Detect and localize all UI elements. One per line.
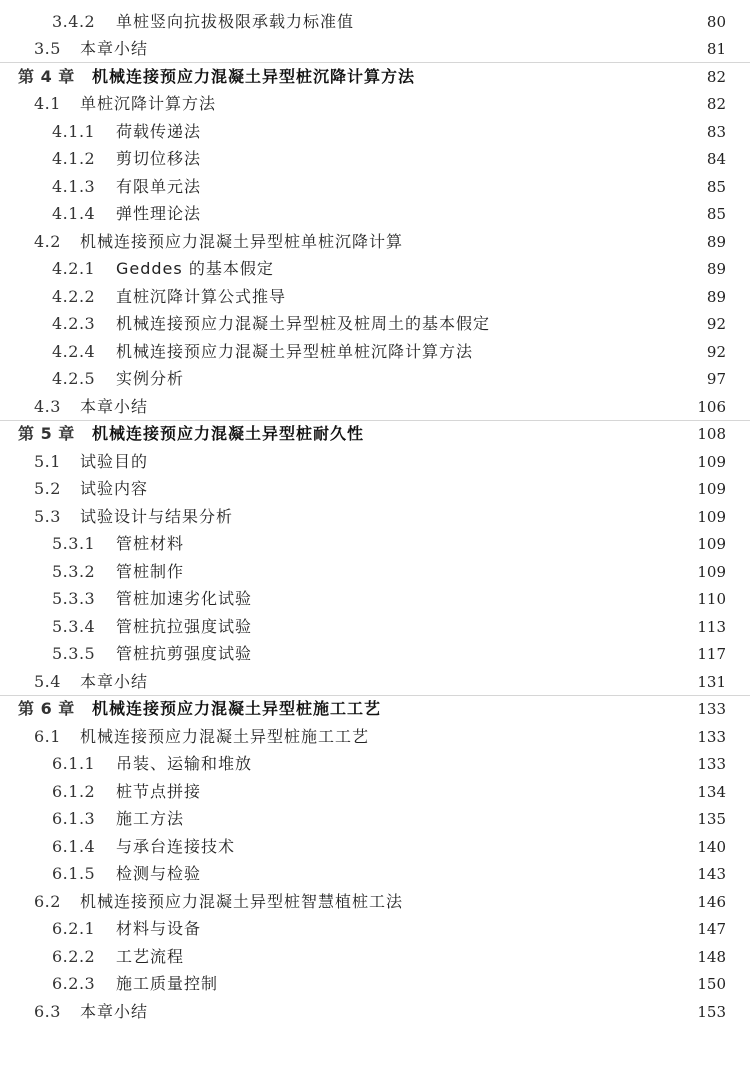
toc-entry-page-number: 110 xyxy=(697,590,726,608)
dot-leader xyxy=(494,314,690,334)
toc-subsection-entry[interactable] xyxy=(0,613,750,640)
toc-section-entry[interactable] xyxy=(0,998,750,1025)
toc-entry-page-number: 109 xyxy=(697,562,726,581)
toc-entry-page-number: 135 xyxy=(697,810,726,828)
dot-leader xyxy=(256,644,690,664)
toc-entry-page-number: 85 xyxy=(706,177,726,196)
dot-leader xyxy=(205,177,690,197)
toc-entry-number: 5.3 xyxy=(34,506,61,526)
toc-entry-title: 本章小结 xyxy=(80,396,149,416)
toc-entry-number: 3.5 xyxy=(34,39,61,58)
toc-section-entry[interactable] xyxy=(0,448,750,475)
toc-entry-number: 4.2.5 xyxy=(52,369,96,388)
toc-entry-number: 5.3.4 xyxy=(52,616,96,636)
toc-entry-number: 6.3 xyxy=(34,1001,61,1021)
dot-leader xyxy=(205,122,690,142)
toc-subsection-entry[interactable] xyxy=(0,256,750,283)
toc-chapter-entry[interactable] xyxy=(0,63,750,90)
dot-leader xyxy=(205,864,690,884)
dot-leader xyxy=(205,919,690,939)
toc-entry-number: 4.1.4 xyxy=(52,204,96,223)
toc-entry-number: 4.1.1 xyxy=(52,121,96,141)
toc-entry-title: 直桩沉降计算公式推导 xyxy=(116,286,287,306)
toc-entry-title: 有限单元法 xyxy=(116,176,202,196)
toc-entry-number: 5.3.5 xyxy=(52,644,96,663)
toc-entry-page-number: 106 xyxy=(697,397,726,416)
dot-leader xyxy=(188,947,690,967)
toc-entry-page-number: 113 xyxy=(697,617,726,636)
dot-leader xyxy=(239,837,690,857)
toc-subsection-entry[interactable] xyxy=(0,916,750,943)
toc-entry-title: 本章小结 xyxy=(80,671,149,691)
toc-entry-page-number: 148 xyxy=(697,947,726,966)
toc-section-entry[interactable] xyxy=(0,393,750,420)
toc-subsection-entry[interactable] xyxy=(0,8,750,35)
dot-leader xyxy=(222,974,690,994)
toc-entry-page-number: 97 xyxy=(706,370,726,388)
toc-entry-title: 管桩制作 xyxy=(116,561,185,581)
toc-entry-number: 6.1.5 xyxy=(52,864,96,883)
toc-entry-title: 剪切位移法 xyxy=(116,149,202,168)
toc-subsection-entry[interactable] xyxy=(0,641,750,668)
toc-entry-page-number: 131 xyxy=(697,672,726,691)
toc-entry-number: 5.3.2 xyxy=(52,561,96,581)
toc-entry-page-number: 109 xyxy=(697,507,726,526)
toc-entry-page-number: 133 xyxy=(697,755,726,773)
toc-entry-number: 4.2.2 xyxy=(52,286,96,306)
toc-entry-page-number: 92 xyxy=(706,342,726,361)
toc-entry-page-number: 80 xyxy=(706,12,726,31)
toc-subsection-entry[interactable] xyxy=(0,751,750,778)
toc-entry-page-number: 150 xyxy=(697,975,726,993)
toc-entry-number: 4.2.4 xyxy=(52,341,96,361)
toc-entry-page-number: 82 xyxy=(706,67,726,86)
toc-entry-title: 管桩加速劣化试验 xyxy=(116,589,253,608)
toc-entry-number: 第 5 章 xyxy=(18,424,75,443)
toc-entry-title: 机械连接预应力混凝土异型桩单桩沉降计算方法 xyxy=(116,341,474,361)
toc-entry-page-number: 153 xyxy=(697,1002,726,1021)
toc-entry-title: 单桩竖向抗拔极限承载力标准值 xyxy=(116,11,355,31)
toc-entry-page-number: 133 xyxy=(697,700,726,718)
toc-entry-number: 5.3.1 xyxy=(52,534,96,553)
dot-leader xyxy=(205,204,690,224)
toc-entry-number: 6.2 xyxy=(34,891,61,911)
toc-entry-title: 荷载传递法 xyxy=(116,121,202,141)
dot-leader xyxy=(419,67,690,87)
toc-entry-title: 机械连接预应力混凝土异型桩施工工艺 xyxy=(80,726,370,746)
dot-leader xyxy=(256,589,690,609)
dot-leader xyxy=(205,782,690,802)
toc-entry-number: 5.3.3 xyxy=(52,589,96,608)
dot-leader xyxy=(152,479,690,499)
toc-entry-title: 管桩抗拉强度试验 xyxy=(116,616,253,636)
dot-leader xyxy=(373,727,690,747)
toc-entry-number: 3.4.2 xyxy=(52,11,96,31)
toc-entry-title: 弹性理论法 xyxy=(116,204,202,223)
dot-leader xyxy=(152,1002,690,1022)
toc-entry-page-number: 92 xyxy=(706,315,726,333)
toc-entry-number: 6.2.3 xyxy=(52,974,96,993)
toc-entry-number: 4.1.3 xyxy=(52,176,96,196)
toc-entry-page-number: 83 xyxy=(706,122,726,141)
toc-entry-number: 5.2 xyxy=(34,479,61,498)
toc-entry-number: 4.2.3 xyxy=(52,314,96,333)
toc-subsection-entry[interactable] xyxy=(0,201,750,228)
toc-entry-title: 单桩沉降计算方法 xyxy=(80,94,217,113)
dot-leader xyxy=(188,562,690,582)
toc-section-entry[interactable] xyxy=(0,723,750,750)
toc-subsection-entry[interactable] xyxy=(0,531,750,558)
toc-entry-title: 检测与检验 xyxy=(116,864,202,883)
toc-subsection-entry[interactable] xyxy=(0,778,750,805)
toc-subsection-entry[interactable] xyxy=(0,311,750,338)
toc-entry-title: 试验内容 xyxy=(80,479,149,498)
toc-entry-page-number: 89 xyxy=(706,232,726,251)
toc-section-entry[interactable] xyxy=(0,476,750,503)
dot-leader xyxy=(368,424,690,444)
toc-entry-title: 施工方法 xyxy=(116,809,185,828)
toc-entry-page-number: 85 xyxy=(706,205,726,223)
dot-leader xyxy=(152,452,690,472)
toc-subsection-entry[interactable] xyxy=(0,586,750,613)
toc-entry-title: 桩节点拼接 xyxy=(116,781,202,801)
toc-subsection-entry[interactable] xyxy=(0,943,750,970)
toc-entry-number: 5.4 xyxy=(34,671,61,691)
toc-subsection-entry[interactable] xyxy=(0,173,750,200)
toc-subsection-entry[interactable] xyxy=(0,283,750,310)
toc-entry-title: 吊装、运输和堆放 xyxy=(116,754,253,773)
toc-entry-title: 本章小结 xyxy=(80,39,149,58)
toc-entry-number: 4.3 xyxy=(34,396,61,416)
dot-leader xyxy=(188,369,690,389)
toc-section-entry[interactable] xyxy=(0,91,750,118)
toc-entry-page-number: 134 xyxy=(697,782,726,801)
toc-entry-title: 试验目的 xyxy=(80,451,149,471)
toc-section-entry[interactable] xyxy=(0,503,750,530)
toc-section-entry[interactable] xyxy=(0,36,750,63)
toc-entry-page-number: 143 xyxy=(697,865,726,883)
toc-subsection-entry[interactable] xyxy=(0,146,750,173)
toc-entry-number: 6.2.2 xyxy=(52,946,96,966)
dot-leader xyxy=(237,507,690,527)
toc-section-entry[interactable] xyxy=(0,228,750,255)
toc-entry-title: 管桩抗剪强度试验 xyxy=(116,644,253,663)
toc-entry-page-number: 146 xyxy=(697,892,726,911)
toc-entry-title: 机械连接预应力混凝土异型桩智慧植桩工法 xyxy=(80,891,404,911)
toc-entry-title: 与承台连接技术 xyxy=(116,836,236,856)
toc-entry-page-number: 109 xyxy=(697,480,726,498)
dot-leader xyxy=(290,287,690,307)
toc-entry-title: 机械连接预应力混凝土异型桩单桩沉降计算 xyxy=(80,231,404,251)
toc-entry-page-number: 84 xyxy=(706,150,726,168)
toc-subsection-entry[interactable] xyxy=(0,338,750,365)
toc-chapter-entry[interactable] xyxy=(0,696,750,723)
toc-entry-title: 管桩材料 xyxy=(116,534,185,553)
toc-entry-page-number: 109 xyxy=(697,535,726,553)
toc-entry-page-number: 117 xyxy=(697,645,726,663)
toc-entry-page-number: 140 xyxy=(697,837,726,856)
toc-entry-number: 6.1.4 xyxy=(52,836,96,856)
toc-entry-title: 机械连接预应力混凝土异型桩及桩周土的基本假定 xyxy=(116,314,491,333)
toc-subsection-entry[interactable] xyxy=(0,118,750,145)
toc-section-entry[interactable] xyxy=(0,668,750,695)
dot-leader xyxy=(205,149,690,169)
toc-subsection-entry[interactable] xyxy=(0,806,750,833)
toc-entry-page-number: 82 xyxy=(706,95,726,113)
toc-entry-title: Geddes 的基本假定 xyxy=(116,259,274,278)
dot-leader xyxy=(358,12,690,32)
dot-leader xyxy=(188,534,690,554)
toc-entry-page-number: 108 xyxy=(697,425,726,443)
dot-leader xyxy=(152,397,690,417)
toc-entry-title: 实例分析 xyxy=(116,369,185,388)
toc-entry-number: 第 6 章 xyxy=(18,699,75,718)
toc-entry-number: 6.1.1 xyxy=(52,754,96,773)
toc-entry-number: 6.1.2 xyxy=(52,781,96,801)
toc-entry-title: 本章小结 xyxy=(80,1001,149,1021)
toc-entry-number: 4.1.2 xyxy=(52,149,96,168)
toc-entry-page-number: 109 xyxy=(697,452,726,471)
toc-entry-title: 机械连接预应力混凝土异型桩耐久性 xyxy=(92,424,365,443)
toc-entry-title: 材料与设备 xyxy=(116,919,202,938)
toc-subsection-entry[interactable] xyxy=(0,558,750,585)
dot-leader xyxy=(407,892,690,912)
toc-entry-page-number: 147 xyxy=(697,920,726,938)
toc-entry-number: 5.1 xyxy=(34,451,61,471)
dot-leader xyxy=(152,672,690,692)
toc-entry-title: 机械连接预应力混凝土异型桩施工工艺 xyxy=(92,699,382,718)
dot-leader xyxy=(477,342,690,362)
toc-entry-page-number: 89 xyxy=(706,260,726,278)
toc-entry-number: 4.1 xyxy=(34,94,61,113)
dot-leader xyxy=(152,39,690,59)
toc-entry-number: 6.1 xyxy=(34,726,61,746)
toc-subsection-entry[interactable] xyxy=(0,971,750,998)
dot-leader xyxy=(278,259,690,279)
dot-leader xyxy=(385,699,690,719)
toc-subsection-entry[interactable] xyxy=(0,366,750,393)
toc-entry-page-number: 89 xyxy=(706,287,726,306)
dot-leader xyxy=(407,232,690,252)
toc-subsection-entry[interactable] xyxy=(0,861,750,888)
toc-subsection-entry[interactable] xyxy=(0,833,750,860)
toc-entry-title: 工艺流程 xyxy=(116,946,185,966)
dot-leader xyxy=(188,809,690,829)
toc-entry-number: 4.2 xyxy=(34,231,61,251)
dot-leader xyxy=(220,94,690,114)
toc-chapter-entry[interactable] xyxy=(0,421,750,448)
toc-entry-page-number: 133 xyxy=(697,727,726,746)
toc-entry-number: 6.1.3 xyxy=(52,809,96,828)
toc-entry-number: 4.2.1 xyxy=(52,259,96,278)
toc-entry-title: 施工质量控制 xyxy=(116,974,219,993)
toc-entry-page-number: 81 xyxy=(706,40,726,58)
toc-entry-title: 试验设计与结果分析 xyxy=(80,506,234,526)
toc-section-entry[interactable] xyxy=(0,888,750,915)
toc-entry-number: 第 4 章 xyxy=(18,66,75,86)
toc-entry-number: 6.2.1 xyxy=(52,919,96,938)
toc-entry-title: 机械连接预应力混凝土异型桩沉降计算方法 xyxy=(92,66,416,86)
dot-leader xyxy=(256,754,690,774)
dot-leader xyxy=(256,617,690,637)
